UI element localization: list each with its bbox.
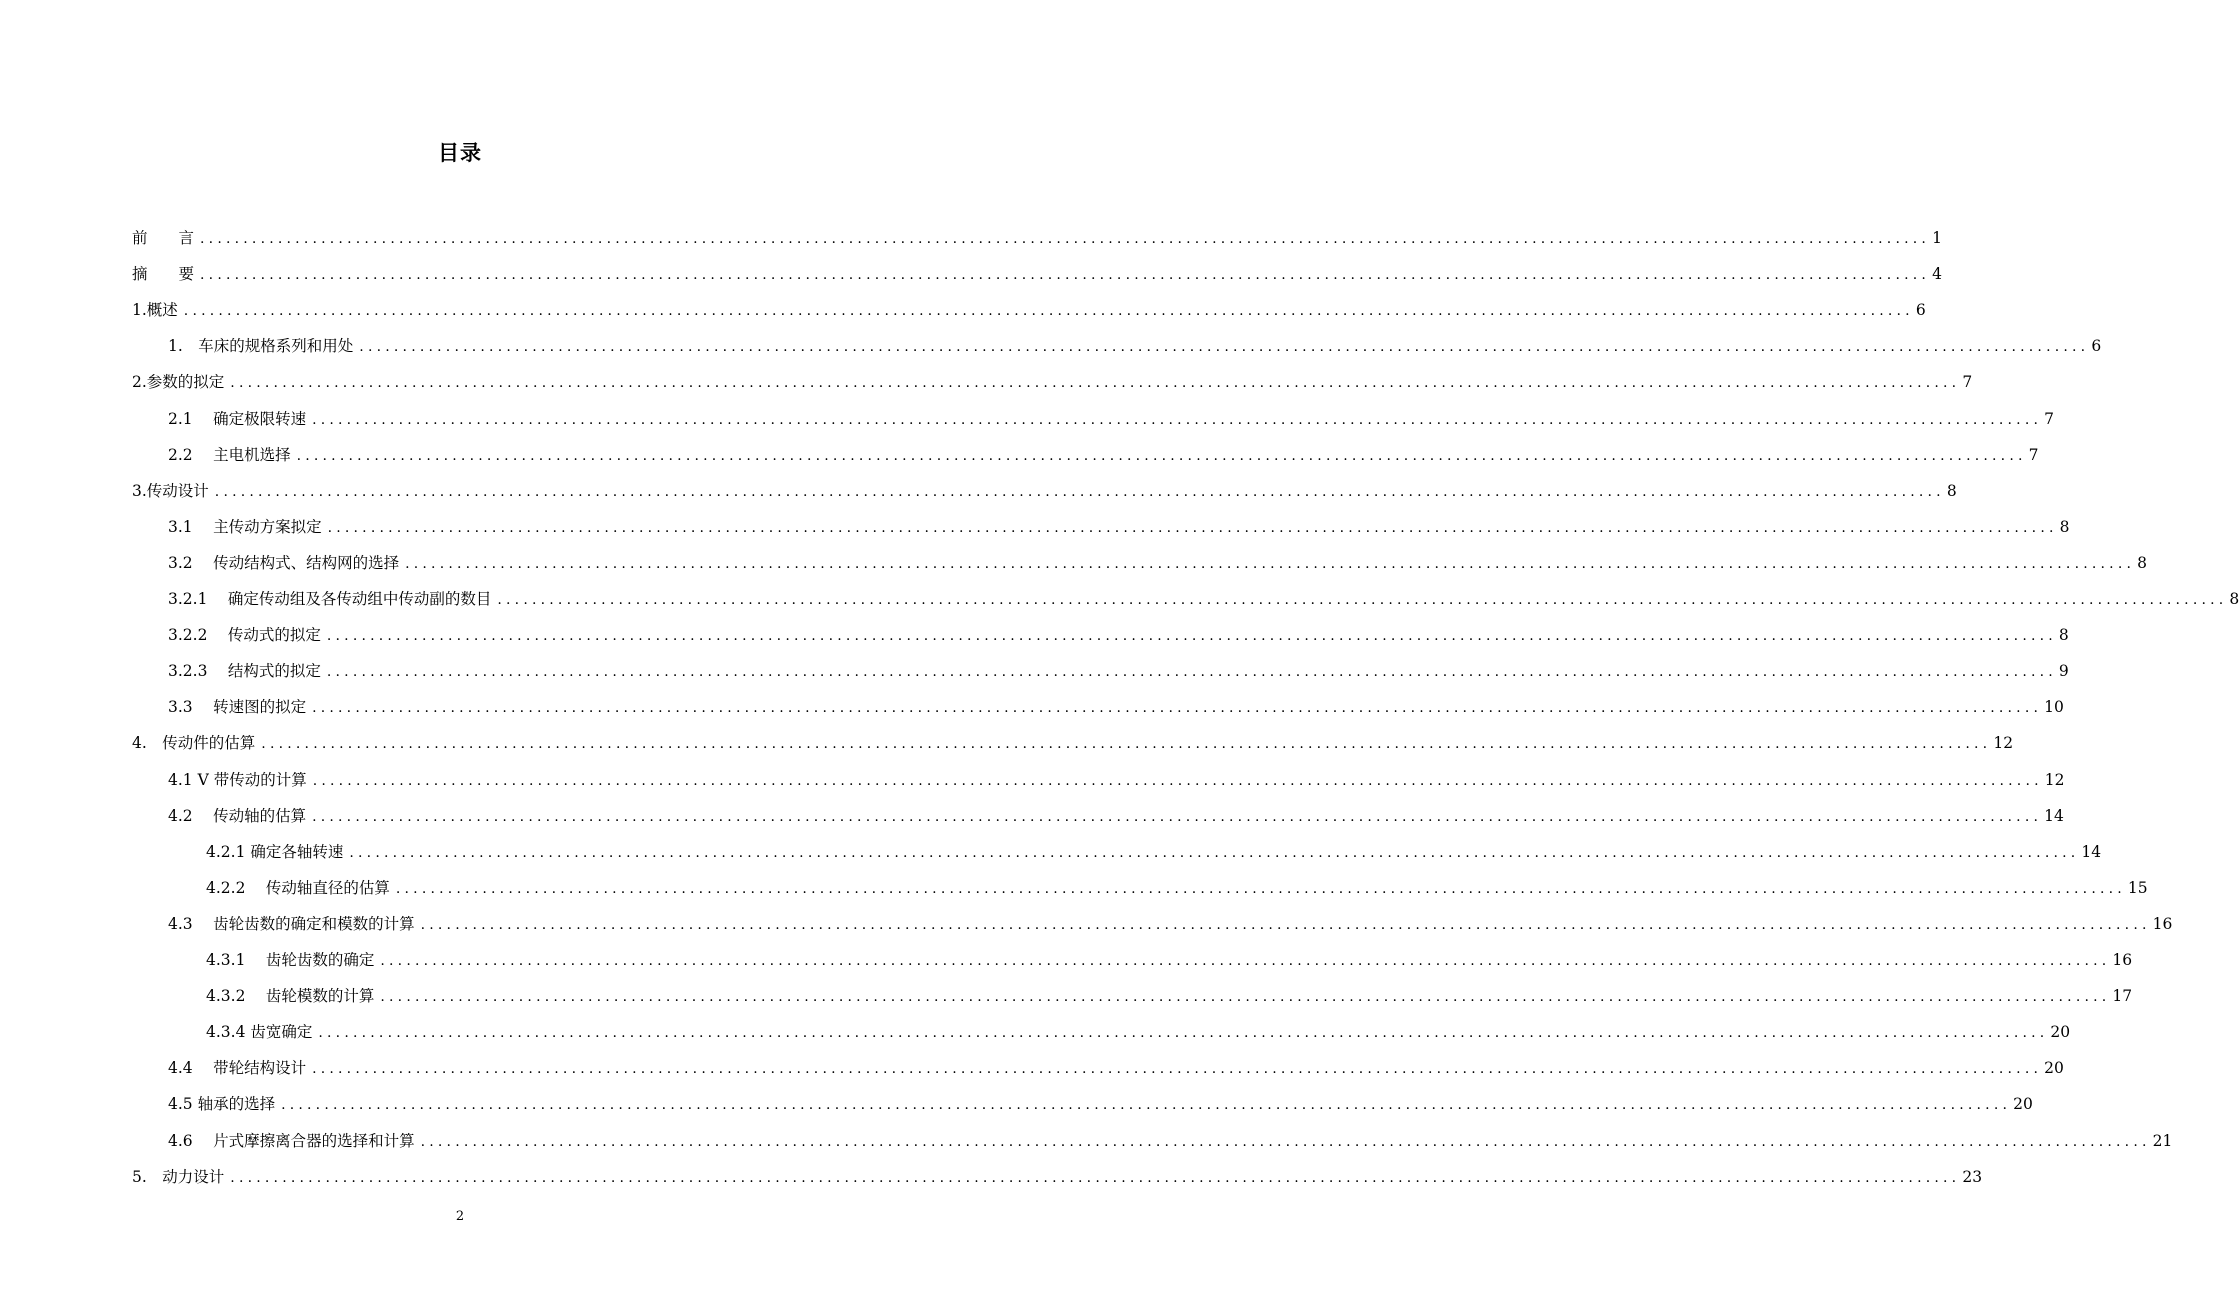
toc-entry-label: 2.2 主电机选择 xyxy=(168,446,291,464)
toc-entry-page: 16 xyxy=(2112,951,2133,969)
toc-entry[interactable] xyxy=(168,623,2069,647)
toc-entry-page: 1 xyxy=(1932,229,1942,247)
toc-entry-label: 4.3.1 齿轮齿数的确定 xyxy=(206,951,375,969)
toc-entry-page: 6 xyxy=(2091,337,2102,355)
toc-leader-dots: ........................................................................................................................................................................................................ xyxy=(420,1134,2151,1150)
toc-entry-label: 3.传动设计 xyxy=(132,482,209,500)
toc-entry-label: 4.5 轴承的选择 xyxy=(168,1095,276,1113)
toc-leader-dots: ........................................................................................................................................................................................................ xyxy=(214,484,1945,500)
toc-leader-dots: ........................................................................................................................................................................................................ xyxy=(380,989,2111,1005)
toc-entry-page: 20 xyxy=(2050,1023,2071,1041)
toc-entry[interactable] xyxy=(132,731,2014,755)
toc-entry-label: 5. 动力设计 xyxy=(132,1168,225,1186)
toc-entry[interactable] xyxy=(168,443,2039,467)
toc-leader-dots: ........................................................................................................................................................................................................ xyxy=(326,628,2057,644)
toc-leader-dots: ........................................................................................................................................................................................................ xyxy=(312,773,2043,789)
toc-leader-dots: ........................................................................................................................................................................................................ xyxy=(261,736,1992,752)
toc-entry[interactable] xyxy=(206,876,2148,900)
toc-entry-page: 20 xyxy=(2013,1095,2033,1113)
toc-leader-dots: ........................................................................................................................................................................................................ xyxy=(183,303,1914,319)
toc-entry[interactable] xyxy=(206,840,2102,864)
toc-leader-dots: ........................................................................................................................................................................................................ xyxy=(420,917,2151,933)
toc-entry-page: 8 xyxy=(2229,590,2239,608)
toc-entry[interactable] xyxy=(168,912,2173,936)
toc-entry-page: 23 xyxy=(1962,1168,1983,1186)
toc-entry[interactable] xyxy=(206,948,2133,972)
toc-entry[interactable] xyxy=(168,1129,2173,1153)
toc-entry[interactable] xyxy=(132,479,1957,503)
toc-entry-label: 2.1 确定极限转速 xyxy=(168,410,307,428)
toc-entry[interactable] xyxy=(168,768,2065,792)
toc-leader-dots: ........................................................................................................................................................................................................ xyxy=(327,520,2058,536)
toc-entry[interactable] xyxy=(132,298,1926,322)
page-number-footer: 2 xyxy=(455,1209,465,1224)
toc-entry[interactable] xyxy=(132,226,1942,250)
toc-leader-dots: ........................................................................................................................................................................................................ xyxy=(349,845,2080,861)
toc-entry-label: 3.3 转速图的拟定 xyxy=(168,698,307,716)
toc-entry-page: 7 xyxy=(2044,410,2054,428)
toc-entry[interactable] xyxy=(168,551,2148,575)
toc-leader-dots: ........................................................................................................................................................................................................ xyxy=(200,231,1931,247)
toc-entry[interactable] xyxy=(132,1165,1983,1189)
toc-entry-page: 6 xyxy=(1915,301,1926,319)
toc-entry-page: 8 xyxy=(2137,554,2148,572)
toc-entry-page: 14 xyxy=(2081,843,2102,861)
toc-entry-label: 1.概述 xyxy=(132,301,178,319)
toc-entry[interactable] xyxy=(206,1020,2071,1044)
toc-leader-dots: ........................................................................................................................................................................................................ xyxy=(359,339,2090,355)
toc-entry-page: 15 xyxy=(2127,879,2148,897)
toc-entry-page: 8 xyxy=(1946,482,1957,500)
toc-leader-dots: ........................................................................................................................................................................................................ xyxy=(497,592,2228,608)
toc-leader-dots: ........................................................................................................................................................................................................ xyxy=(380,953,2111,969)
toc-entry-page: 4 xyxy=(1932,265,1942,283)
toc-entry-label: 前 言 xyxy=(132,229,195,247)
toc-entry-page: 14 xyxy=(2044,807,2064,825)
toc-entry-page: 12 xyxy=(1993,734,2014,752)
toc-entry-page: 10 xyxy=(2044,698,2064,716)
toc-entry-page: 9 xyxy=(2058,662,2069,680)
toc-entry[interactable] xyxy=(168,804,2064,828)
toc-entry-label: 3.2.2 传动式的拟定 xyxy=(168,626,321,644)
toc-entry[interactable] xyxy=(168,515,2070,539)
toc-entry-page: 21 xyxy=(2152,1132,2173,1150)
page-title: 目录 xyxy=(438,140,482,165)
toc-leader-dots: ........................................................................................................................................................................................................ xyxy=(312,412,2043,428)
toc-entry-label: 4.4 带轮结构设计 xyxy=(168,1059,307,1077)
toc-leader-dots: ........................................................................................................................................................................................................ xyxy=(326,664,2057,680)
toc-leader-dots: ........................................................................................................................................................................................................ xyxy=(405,556,2136,572)
toc-entry-label: 3.1 主传动方案拟定 xyxy=(168,518,322,536)
toc-entry[interactable] xyxy=(206,984,2133,1008)
toc-entry[interactable] xyxy=(132,370,1973,394)
toc-leader-dots: ........................................................................................................................................................................................................ xyxy=(312,1061,2043,1077)
toc-entry-label: 4.2.1 确定各轴转速 xyxy=(206,843,344,861)
toc-entry-label: 4.3.4 齿宽确定 xyxy=(206,1023,313,1041)
toc-leader-dots: ........................................................................................................................................................................................................ xyxy=(312,809,2043,825)
toc-entry-label: 4.6 片式摩擦离合器的选择和计算 xyxy=(168,1132,415,1150)
toc-entry[interactable] xyxy=(168,659,2069,683)
toc-entry[interactable] xyxy=(168,407,2054,431)
toc-entry-label: 4.2 传动轴的估算 xyxy=(168,807,307,825)
toc-leader-dots: ........................................................................................................................................................................................................ xyxy=(296,448,2027,464)
toc-entry[interactable] xyxy=(168,695,2064,719)
toc-entry-page: 16 xyxy=(2152,915,2173,933)
toc-entry-label: 1. 车床的规格系列和用处 xyxy=(168,337,354,355)
toc-entry[interactable] xyxy=(168,1056,2064,1080)
toc-entry-label: 3.2.1 确定传动组及各传动组中传动副的数目 xyxy=(168,590,492,608)
toc-leader-dots: ........................................................................................................................................................................................................ xyxy=(395,881,2126,897)
toc-leader-dots: ........................................................................................................................................................................................................ xyxy=(318,1025,2049,1041)
toc-leader-dots: ........................................................................................................................................................................................................ xyxy=(312,700,2043,716)
toc-entry-label: 4.3.2 齿轮模数的计算 xyxy=(206,987,375,1005)
toc-leader-dots: ........................................................................................................................................................................................................ xyxy=(200,267,1931,283)
toc-entry-label: 摘 要 xyxy=(132,265,195,283)
toc-entry-page: 20 xyxy=(2044,1059,2064,1077)
toc-entry-label: 3.2 传动结构式、结构网的选择 xyxy=(168,554,400,572)
toc-entry-page: 17 xyxy=(2112,987,2133,1005)
toc-entry-page: 8 xyxy=(2058,626,2069,644)
toc-entry-page: 12 xyxy=(2044,771,2065,789)
toc-entry-page: 7 xyxy=(1962,373,1973,391)
toc-leader-dots: ........................................................................................................................................................................................................ xyxy=(230,1170,1961,1186)
toc-entry-label: 4.1 V 带传动的计算 xyxy=(168,771,307,789)
toc-entry-label: 4.2.2 传动轴直径的估算 xyxy=(206,879,390,897)
toc-entry[interactable] xyxy=(168,334,2102,358)
toc-entry[interactable] xyxy=(132,262,1942,286)
toc-entry-label: 4. 传动件的估算 xyxy=(132,734,256,752)
toc-entry[interactable] xyxy=(168,1092,2033,1116)
toc-leader-dots: ........................................................................................................................................................................................................ xyxy=(281,1097,2012,1113)
toc-entry-label: 4.3 齿轮齿数的确定和模数的计算 xyxy=(168,915,415,933)
toc-entry[interactable] xyxy=(168,587,2239,611)
toc-entry-page: 7 xyxy=(2028,446,2039,464)
toc-entry-page: 8 xyxy=(2059,518,2070,536)
toc-entry-label: 2.参数的拟定 xyxy=(132,373,225,391)
toc-leader-dots: ........................................................................................................................................................................................................ xyxy=(230,375,1961,391)
toc-entry-label: 3.2.3 结构式的拟定 xyxy=(168,662,321,680)
